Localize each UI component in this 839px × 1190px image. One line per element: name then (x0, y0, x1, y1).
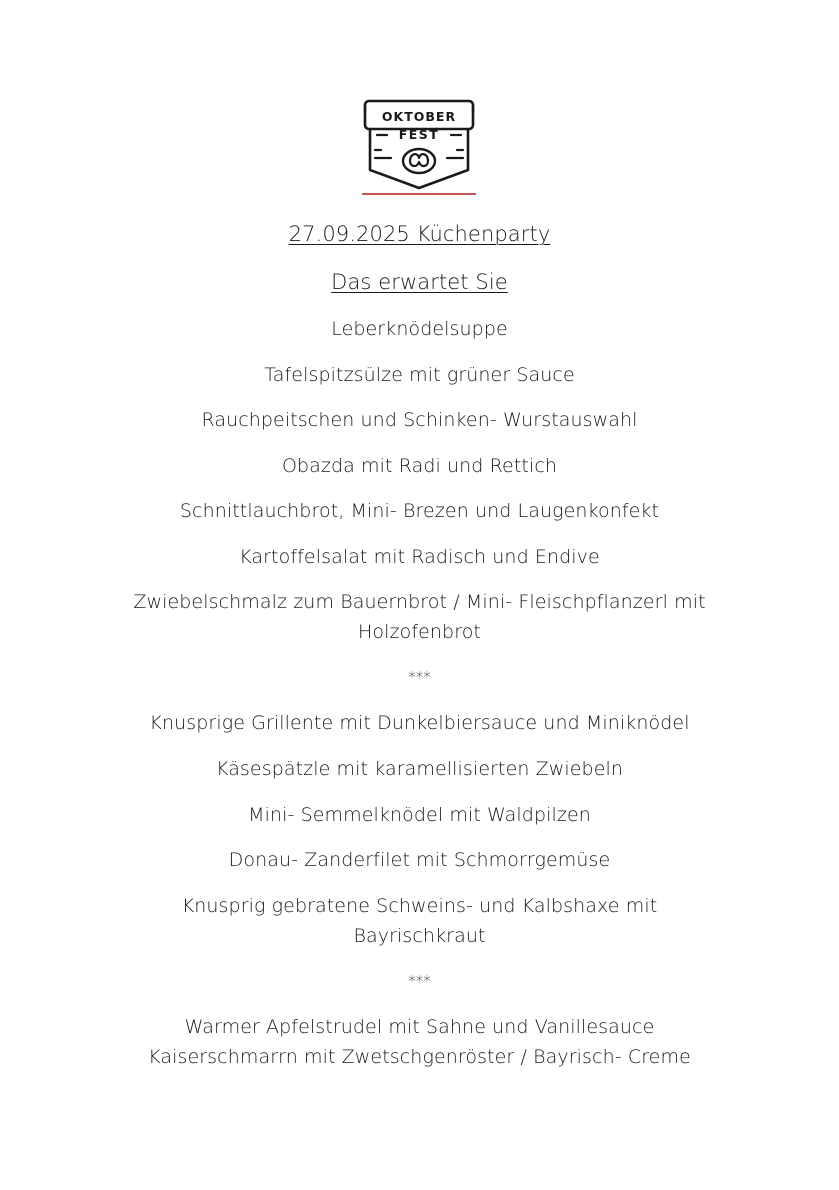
page-subtitle: Das erwartet Sie (331, 270, 508, 294)
menu-item-line: Zwiebelschmalz zum Bauernbrot / Mini- Fleischpflanzerl mit (133, 591, 706, 613)
menu-item: Obazda mit Radi und Rettich (281, 455, 558, 477)
page-title: 27.09.2025 Küchenparty (288, 222, 551, 246)
oktoberfest-logo (361, 98, 477, 196)
section-separator: *** (408, 972, 431, 990)
menu-item: Knusprige Grillente mit Dunkelbiersauce und Miniknödel (149, 712, 690, 734)
logo-text-fest: FEST (398, 127, 440, 142)
menu-item: Kartoffelsalat mit Radisch und Endive (239, 546, 600, 568)
menu-item: Rauchpeitschen und Schinken- Wurstauswahl (201, 409, 638, 431)
menu-item: Mini- Semmelknödel mit Waldpilzen (248, 804, 591, 826)
menu-item: Käsespätzle mit karamellisierten Zwiebeln (215, 758, 624, 780)
logo-text-oktober: OKTOBER (381, 109, 457, 124)
pretzel-icon (403, 149, 435, 173)
menu-item-line: Holzofenbrot (358, 621, 481, 643)
menu-item: Leberknödelsuppe (331, 318, 508, 340)
logo-graphic (361, 98, 477, 196)
menu-item-line: Warmer Apfelstrudel mit Sahne und Vanillesauce (184, 1016, 655, 1038)
menu-item-line: Bayrischkraut (353, 925, 486, 947)
menu-item: Tafelspitzsülze mit grüner Sauce (264, 364, 575, 386)
section-separator: *** (408, 668, 431, 686)
menu-item-line: Knusprig gebratene Schweins- und Kalbshaxe mit (181, 895, 658, 917)
menu-item-line: Kaiserschmarrn mit Zwetschgenröster / Bayrisch- Creme (148, 1046, 691, 1068)
menu-item: Donau- Zanderfilet mit Schmorrgemüse (228, 849, 611, 871)
menu-item: Schnittlauchbrot, Mini- Brezen und Laugenkonfekt (179, 500, 660, 522)
